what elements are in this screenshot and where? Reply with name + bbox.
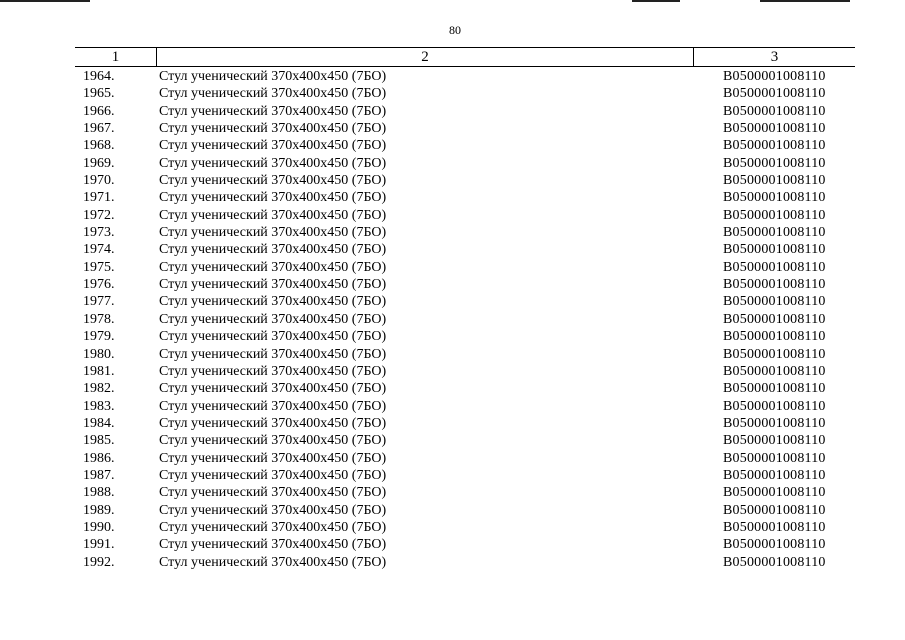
item-code: B0500001008110 xyxy=(723,259,826,275)
row-number: 1975. xyxy=(83,259,115,275)
row-number: 1967. xyxy=(83,121,115,137)
page-number: 80 xyxy=(449,23,461,37)
item-code: B0500001008110 xyxy=(723,346,826,362)
item-code: B0500001008110 xyxy=(723,363,826,379)
table-row xyxy=(75,103,855,120)
table-row xyxy=(75,276,855,293)
item-name: Стул ученический 370x400x450 (7БО) xyxy=(159,415,387,431)
row-number: 1986. xyxy=(83,450,115,466)
item-name: Стул ученический 370x400x450 (7БО) xyxy=(159,225,387,241)
table-row xyxy=(75,68,855,85)
table-row xyxy=(75,363,855,380)
item-name: Стул ученический 370x400x450 (7БО) xyxy=(159,242,387,258)
item-code: B0500001008110 xyxy=(723,467,826,483)
header-col-3: 3 xyxy=(770,49,779,65)
table-row xyxy=(75,467,855,484)
item-code: B0500001008110 xyxy=(723,519,826,535)
table-row xyxy=(75,207,855,224)
item-name: Стул ученический 370x400x450 (7БО) xyxy=(159,363,387,379)
row-number: 1972. xyxy=(83,207,115,223)
row-number: 1973. xyxy=(83,225,115,241)
item-code: B0500001008110 xyxy=(723,554,826,570)
item-name: Стул ученический 370x400x450 (7БО) xyxy=(159,537,387,553)
table-row xyxy=(75,224,855,241)
row-number: 1988. xyxy=(83,485,115,501)
item-name: Стул ученический 370x400x450 (7БО) xyxy=(159,259,387,275)
row-number: 1964. xyxy=(83,69,115,84)
row-number: 1969. xyxy=(83,155,115,171)
table-row xyxy=(75,346,855,363)
table-row xyxy=(75,120,855,137)
row-number: 1966. xyxy=(83,103,115,119)
row-number: 1965. xyxy=(83,86,115,102)
item-code: B0500001008110 xyxy=(723,242,826,258)
table-row xyxy=(75,432,855,449)
row-number: 1992. xyxy=(83,554,115,570)
item-name: Стул ученический 370x400x450 (7БО) xyxy=(159,502,387,518)
item-name: Стул ученический 370x400x450 (7БО) xyxy=(159,398,387,414)
item-code: B0500001008110 xyxy=(723,398,826,414)
item-name: Стул ученический 370x400x450 (7БО) xyxy=(159,433,387,449)
row-number: 1981. xyxy=(83,363,115,379)
item-name: Стул ученический 370x400x450 (7БО) xyxy=(159,467,387,483)
table-body xyxy=(75,67,855,571)
item-code: B0500001008110 xyxy=(723,173,826,189)
item-name: Стул ученический 370x400x450 (7БО) xyxy=(159,103,387,119)
inventory-table xyxy=(75,47,855,571)
row-number: 1971. xyxy=(83,190,115,206)
item-code: B0500001008110 xyxy=(723,450,826,466)
table-row xyxy=(75,172,855,189)
row-number: 1976. xyxy=(83,277,115,293)
item-name: Стул ученический 370x400x450 (7БО) xyxy=(159,294,387,310)
item-name: Стул ученический 370x400x450 (7БО) xyxy=(159,86,387,102)
table-header xyxy=(75,47,855,67)
item-name: Стул ученический 370x400x450 (7БО) xyxy=(159,207,387,223)
item-code: B0500001008110 xyxy=(723,311,826,327)
table-row xyxy=(75,241,855,258)
item-name: Стул ученический 370x400x450 (7БО) xyxy=(159,329,387,345)
item-name: Стул ученический 370x400x450 (7БО) xyxy=(159,519,387,535)
item-name: Стул ученический 370x400x450 (7БО) xyxy=(159,138,387,154)
item-code: B0500001008110 xyxy=(723,433,826,449)
item-name: Стул ученический 370x400x450 (7БО) xyxy=(159,485,387,501)
item-code: B0500001008110 xyxy=(723,537,826,553)
row-number: 1987. xyxy=(83,467,115,483)
row-number: 1985. xyxy=(83,433,115,449)
item-name: Стул ученический 370x400x450 (7БО) xyxy=(159,121,387,137)
table-row xyxy=(75,484,855,501)
item-name: Стул ученический 370x400x450 (7БО) xyxy=(159,450,387,466)
item-name: Стул ученический 370x400x450 (7БО) xyxy=(159,69,387,84)
row-number: 1980. xyxy=(83,346,115,362)
table-row xyxy=(75,311,855,328)
item-name: Стул ученический 370x400x450 (7БО) xyxy=(159,554,387,570)
item-code: B0500001008110 xyxy=(723,207,826,223)
row-number: 1989. xyxy=(83,502,115,518)
item-name: Стул ученический 370x400x450 (7БО) xyxy=(159,190,387,206)
header-col-1: 1 xyxy=(75,48,157,66)
item-code: B0500001008110 xyxy=(723,190,826,206)
item-code: B0500001008110 xyxy=(723,277,826,293)
table-row xyxy=(75,398,855,415)
table-row xyxy=(75,502,855,519)
scan-edge-artifact xyxy=(632,0,680,2)
table-row xyxy=(75,259,855,276)
item-code: B0500001008110 xyxy=(723,381,826,397)
item-name: Стул ученический 370x400x450 (7БО) xyxy=(159,346,387,362)
item-code: B0500001008110 xyxy=(723,138,826,154)
table-row xyxy=(75,155,855,172)
item-code: B0500001008110 xyxy=(723,121,826,137)
table-row xyxy=(75,293,855,310)
item-name: Стул ученический 370x400x450 (7БО) xyxy=(159,173,387,189)
item-name: Стул ученический 370x400x450 (7БО) xyxy=(159,277,387,293)
row-number: 1974. xyxy=(83,242,115,258)
row-number: 1984. xyxy=(83,415,115,431)
item-code: B0500001008110 xyxy=(723,155,826,171)
row-number: 1979. xyxy=(83,329,115,345)
item-code: B0500001008110 xyxy=(723,294,826,310)
header-col-2: 2 xyxy=(157,48,694,66)
item-code: B0500001008110 xyxy=(723,485,826,501)
item-name: Стул ученический 370x400x450 (7БО) xyxy=(159,311,387,327)
row-number: 1982. xyxy=(83,381,115,397)
item-name: Стул ученический 370x400x450 (7БО) xyxy=(159,381,387,397)
item-name: Стул ученический 370x400x450 (7БО) xyxy=(159,155,387,171)
item-code: B0500001008110 xyxy=(723,502,826,518)
row-number: 1978. xyxy=(83,311,115,327)
row-number: 1977. xyxy=(83,294,115,310)
item-code: B0500001008110 xyxy=(723,415,826,431)
table-row xyxy=(75,450,855,467)
row-number: 1968. xyxy=(83,138,115,154)
table-row xyxy=(75,415,855,432)
row-number: 1990. xyxy=(83,519,115,535)
table-row xyxy=(75,554,855,571)
table-row xyxy=(75,380,855,397)
item-code: B0500001008110 xyxy=(723,86,826,102)
table-row xyxy=(75,189,855,206)
row-number: 1970. xyxy=(83,173,115,189)
item-code: B0500001008110 xyxy=(723,69,826,84)
item-code: B0500001008110 xyxy=(723,225,826,241)
scan-edge-artifact xyxy=(0,0,90,2)
row-number: 1991. xyxy=(83,537,115,553)
item-code: B0500001008110 xyxy=(723,329,826,345)
row-number: 1983. xyxy=(83,398,115,414)
table-row xyxy=(75,519,855,536)
table-row xyxy=(75,328,855,345)
table-row xyxy=(75,85,855,102)
item-code: B0500001008110 xyxy=(723,103,826,119)
table-row xyxy=(75,137,855,154)
table-row xyxy=(75,536,855,553)
scan-edge-artifact xyxy=(760,0,850,2)
